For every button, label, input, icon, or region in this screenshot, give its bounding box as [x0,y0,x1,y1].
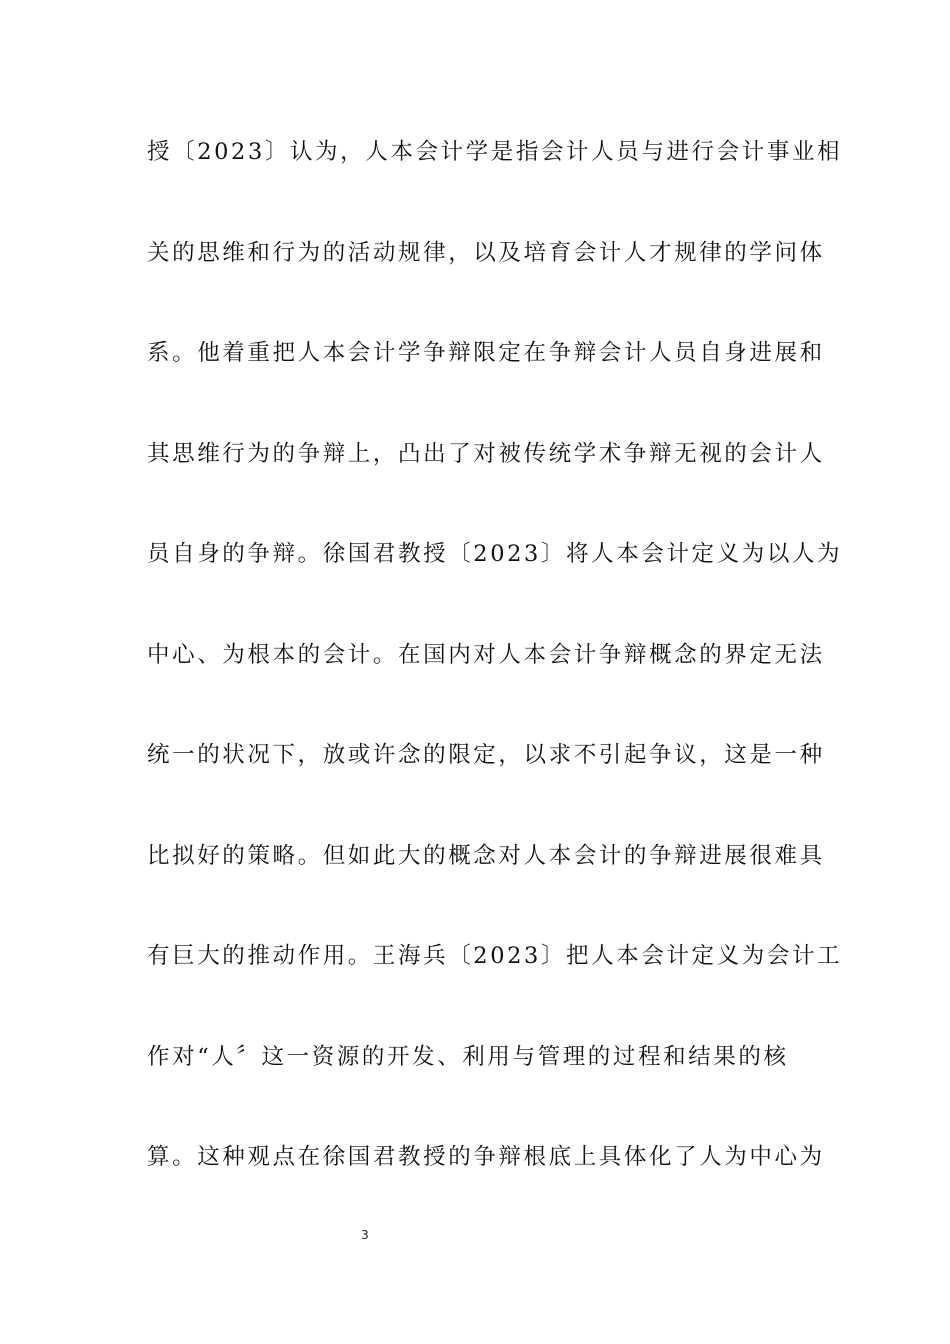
body-text [147,127,843,1233]
text-line-7: 统一的状况下，放或许念的限定，以求不引起争议，这是一种 [147,742,825,768]
text-line-4: 其思维行为的争辩上，凸出了对被传统学术争辩无视的会计人 [147,440,825,467]
text-line-1: 授〔2023〕认为，人本会计学是指会计人员与进行会计事业相 [147,139,843,165]
text-line-8: 比拟好的策略。但如此大的概念对人本会计的争辩进展很难具 [147,842,825,869]
text-line-6: 中心、为根本的会计。在国内对人本会计争辩概念的界定无法 [147,641,825,668]
page-number: 3 [361,1228,369,1242]
text-line-3: 系。他着重把人本会计学争辩限定在争辩会计人员自身进展和 [147,340,825,366]
text-line-10: 作对“人〞这一资源的开发、利用与管理的过程和结果的核 [147,1043,789,1070]
text-line-9: 有巨大的推动作用。王海兵〔2023〕把人本会计定义为会计工 [147,943,843,969]
text-line-11: 算。这种观点在徐国君教授的争辩根底上具体化了人为中心为 [147,1144,825,1170]
text-line-2: 关的思维和行为的活动规律，以及培育会计人才规律的学问体 [147,239,825,266]
text-line-5: 员自身的争辩。徐国君教授〔2023〕将人本会计定义为以人为 [147,541,843,567]
